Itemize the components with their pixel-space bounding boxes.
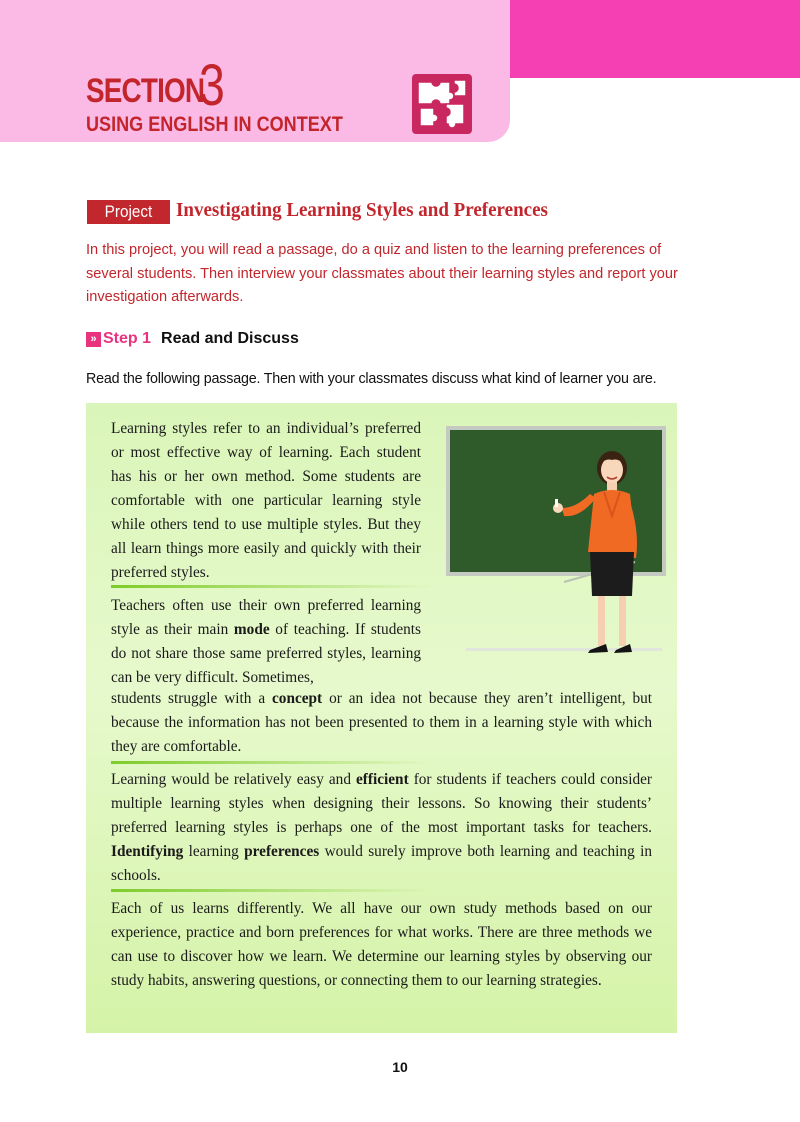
- paragraph-divider: [111, 585, 431, 588]
- keyword-preferences: preferences: [244, 843, 320, 860]
- project-tag: Project: [87, 200, 170, 224]
- step-title: Read and Discuss: [161, 330, 299, 347]
- step-label: Step 1: [103, 330, 152, 347]
- passage-paragraph-4: Each of us learns differently. We all have our own study methods based on our experience, practice and born preferences for what works. There are three methods we can use to discover how we learn. We determine our learning styles by observing our study habits, answering questions, or connecting them to our learning strategies.: [111, 900, 652, 989]
- keyword-efficient: efficient: [356, 771, 409, 788]
- passage-paragraph-2-bottom: students struggle with a concept or an idea not because they aren’t intelligent, but because the information has not been presented to them in a learning style with which they are comfortable.: [111, 690, 652, 755]
- passage-paragraph-3: Learning would be relatively easy and efficient for students if teachers could consider multiple learning styles when designing their lessons. So knowing their students’ preferred learning styles is perhaps one of the most important tasks for teachers. Identifying learning preferences would surely improve both learning and teaching in schools.: [111, 771, 653, 884]
- section-label: SECTION: [86, 72, 205, 110]
- paragraph-divider: [111, 889, 431, 892]
- paragraph-divider: [111, 761, 431, 764]
- header-accent-block: [510, 0, 800, 78]
- keyword-identifying: Identifying: [111, 843, 184, 860]
- step-instruction: Read the following passage. Then with your classmates discuss what kind of learner you are.: [86, 371, 657, 387]
- puzzle-icon: [412, 74, 472, 134]
- project-title: Investigating Learning Styles and Preferences: [176, 199, 548, 221]
- passage-paragraph-1: Learning styles refer to an individual’s preferred or most effective way of learning. Each student has his or her own method. Some students are comfortable with one particular learning style while others tend to use multiple styles. But they all learn things more easily and quickly with their preferred styles.: [111, 420, 421, 581]
- section-number: 3: [199, 53, 225, 118]
- section-subtitle: USING ENGLISH IN CONTEXT: [86, 113, 343, 136]
- double-chevron-icon: »: [86, 332, 101, 347]
- keyword-concept: concept: [272, 690, 323, 707]
- project-intro: In this project, you will read a passage, do a quiz and listen to the learning preferences of several students. Then interview your classmates about their learning styles and report your investigation afterwards.: [86, 242, 678, 305]
- teacher-at-blackboard-icon: [440, 420, 672, 662]
- step-heading: [86, 330, 299, 348]
- keyword-mode: mode: [233, 621, 270, 638]
- passage-paragraph-2-top: Teachers often use their own preferred learning style as their main mode of teaching. If students do not share those same preferred styles, learning can be very difficult. Sometimes,: [111, 597, 421, 686]
- page-number: 10: [392, 1059, 408, 1075]
